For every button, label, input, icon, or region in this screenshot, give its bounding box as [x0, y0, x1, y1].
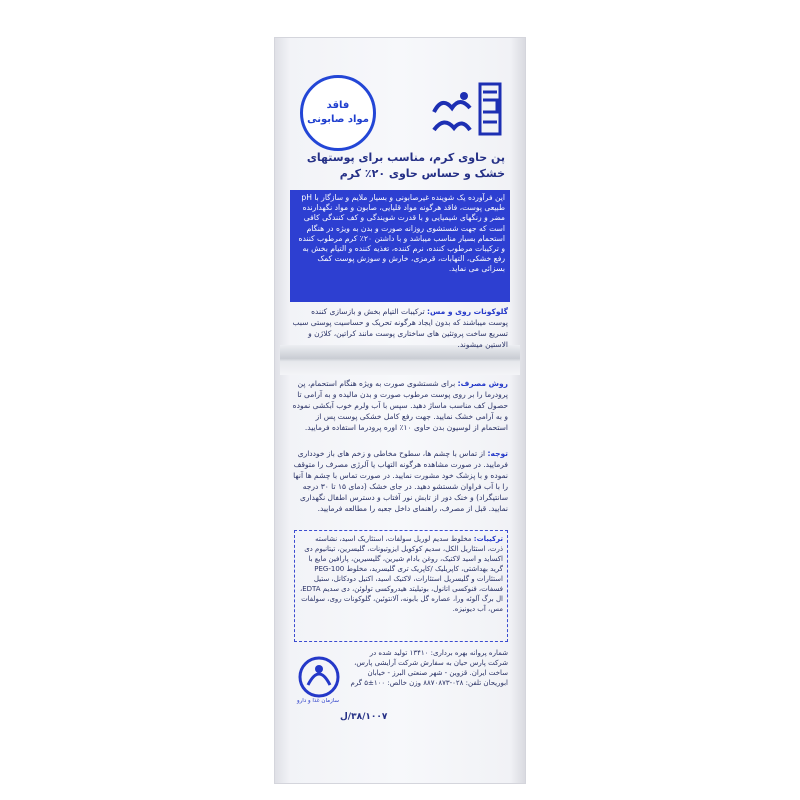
usage-text: برای شستشوی صورت به ویژه هنگام استحمام، پن پرودرما را بر روی پوست مرطوب صورت و بدن مالیده و به آرامی تا حصول کف مناسب ماساژ دهید. سپس با آب ولرم خوب آبکشی نموده و به آرامی خشک نمایید. جهت رفع کامل خشکی پوست پس از استحمام از لوسیون بدن حاوی ۱۰٪ اوره پرودرما استفاده فرمایید. [292, 379, 508, 432]
zinc-section [292, 306, 508, 350]
product-code: ۳۸/۱۰۰۷/ل [340, 712, 388, 722]
seal-line2: مواد صابونی [307, 114, 369, 125]
fda-badge-icon [296, 655, 342, 699]
product-headline: پن حاوی کرم، مناسب برای پوستهای خشک و حساس حاوی ۲۰٪ کرم [306, 151, 505, 180]
description-panel: این فرآورده یک شوینده غیرصابونی و بسیار ملایم و سازگار با pH طبیعی پوست، فاقد هرگونه مواد قلیایی، صابون و مواد نگهدارنده مضر و رنگهای شیمیایی و با قدرت شویندگی و کف کنندگی کافی است که جهت شستشوی روزانه صورت و بدن به ویژه در هنگام استحمام بسیار مناسب میباشد و با داشتن ۲۰٪ کرم مرطوب کننده و ترکیبات مرطوب کننده، نرم کننده، تغذیه کننده و التیام بخش به رفع خشکی، التهابات، قرمزی، خارش و سوزش پوست کمک بسزائی می نماید. [290, 190, 510, 302]
ingredients-box [294, 530, 508, 642]
manufacturer-info: شماره پروانه بهره برداری: ۱۳۴۱۰ تولید شده در شرکت پارس حیان به سفارش شرکت آرایشی پارس، ساخت ایران. قزوین - شهر صنعتی البرز - خیابان ابوریحان تلفن: ۰۲۸-۸۸۷۰۸۷۳ وزن خالص: ۱۰۰±۵ گرم [350, 649, 508, 687]
brand-logo [428, 78, 502, 142]
ingredients-text: مخلوط سدیم لوریل سولفات، استئاریک اسید، نشاسته ذرت، استئاریل الکل، سدیم کوکویل ایزوتیونات، گلیسرین، تیتانیوم دی اکساید و اسید لاکتیک، روغن بادام شیرین، گلیسیرین، پارافین مایع با گرید بهداشتی، کاپریلیک /کاپریک تری گلیسرید، مخلوط PEG-100 استئارات و گلیسریل استئارات، لاکتیک اسید، اکتیل دودکانل، ستیل فسفات، فنوکسی اتانول، بوتیلیتد هیدروکسی تولوئن، دی سدیم EDTA، ال برگ آلوئه ورا، عصاره گل بابونه، آلانتوئین، گلوکونات روی، سولفات مس، آب دیونیزه. [299, 535, 503, 613]
zinc-title: گلوکونات روی و مس: [427, 307, 508, 316]
ingredients-title: ترکیبات: [473, 535, 503, 543]
soap-free-seal [300, 75, 376, 151]
caution-text: از تماس با چشم ها، سطوح مخاطی و زخم های باز خودداری فرمایید. در صورت مشاهده هرگونه التهاب یا آلرژی مصرف را متوقف نموده و با پزشک خود مشورت نمایید. در صورت تماس با چشم ها آنها را با آب فراوان شستشو دهید. در جای خشک (دمای ۱۵ تا ۳۰ درجه سانتیگراد) و خنک دور از تابش نور آفتاب و دسترس اطفال نگهداری نمایید. قبل از مصرف، راهنمای داخل جعبه را مطالعه فرمایید. [293, 449, 508, 513]
caution-title: توجه: [487, 449, 508, 458]
badge-caption: سازمان غذا و دارو [296, 698, 340, 704]
caution-section [292, 448, 508, 514]
zinc-text: ترکیبات التیام بخش و بازسازی کننده پوست میباشند که بدون ایجاد هرگونه تحریک و حساسیت پوستی سبب تسریع ساخت پروتئین های ساختاری پوست مانند کراتین، کلاژن و الاستین میشوند. [292, 307, 508, 349]
usage-title: روش مصرف: [457, 379, 508, 388]
usage-section [292, 378, 508, 433]
seal-line1: فاقد [326, 100, 350, 111]
